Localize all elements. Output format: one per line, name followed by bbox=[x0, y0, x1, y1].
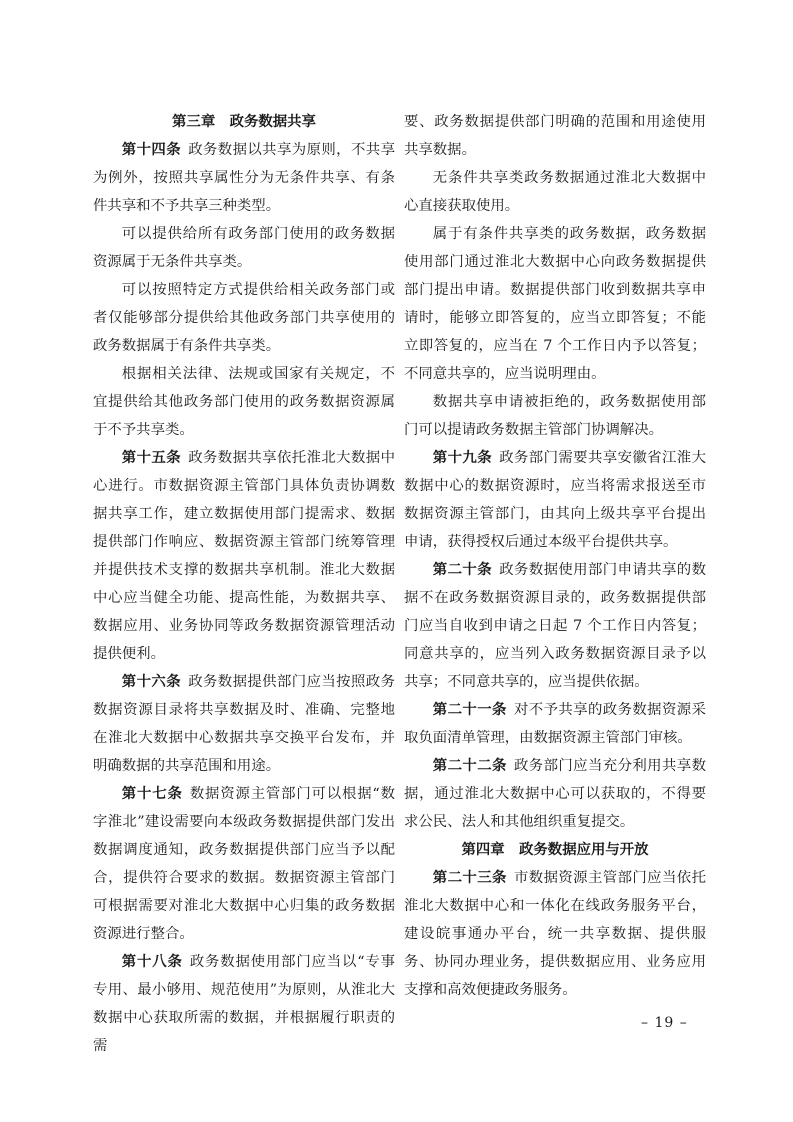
article-21-text: 对不予共享的政务数据资源采取负面清单管理，由数据资源主管部门审核。 bbox=[404, 702, 706, 746]
article-19-label: 第十九条 bbox=[432, 449, 492, 466]
article-22-text: 政务部门应当充分利用共享数据，通过淮北大数据中心可以获取的，不得要求公民、法人和其他组织重复提交。 bbox=[404, 758, 706, 830]
chapter-three-title: 第三章 政务数据共享 bbox=[172, 113, 316, 130]
article-15 bbox=[93, 444, 395, 668]
article-14-label: 第十四条 bbox=[121, 141, 181, 158]
article-18-text: 政务数据使用部门应当以“专事专用、最小够用、规范使用”为原则，从淮北大数据中心获取所需的数据，并根据履行职责的需 bbox=[93, 954, 395, 1054]
article-21 bbox=[404, 696, 706, 752]
article-22-label: 第二十二条 bbox=[432, 757, 507, 774]
article-18 bbox=[93, 948, 395, 1060]
article-17-label: 第十七条 bbox=[121, 785, 183, 802]
right-column bbox=[404, 108, 706, 1004]
article-15-label: 第十五条 bbox=[121, 449, 181, 466]
article-14-text: 政务数据以共享为原则，不共享为例外，按照共享属性分为无条件共享、有条件共享和不予共享三种类型。 bbox=[93, 142, 395, 214]
article-20 bbox=[404, 556, 706, 696]
article-18-paragraph-4: 数据共享申请被拒绝的，政务数据使用部门可以提请政务数据主管部门协调解决。 bbox=[404, 394, 706, 438]
page-number: – 19 – bbox=[641, 1015, 688, 1031]
left-column bbox=[93, 108, 395, 1060]
article-23-text: 市数据资源主管部门应当依托淮北大数据中心和一体化在线政务服务平台，建设皖事通办平台，统一共享数据、提供服务、协同办理业务，提供数据应用、业务应用支撑和高效便捷政务服务。 bbox=[404, 870, 706, 998]
article-14-paragraph-2: 可以提供给所有政务部门使用的政务数据资源属于无条件共享类。 bbox=[93, 226, 395, 270]
article-16 bbox=[93, 668, 395, 780]
article-15-text: 政务数据共享依托淮北大数据中心进行。市数据资源主管部门具体负责协调数据共享工作，建立数据使用部门提需求、数据提供部门作响应、数据资源主管部门统筹管理并提供技术支撑的数据共享机制。淮北大数据中心应当健全功能、提高性能，为数据共享、数据应用、业务协同等政务数据资源管理活动提供便利。 bbox=[93, 450, 395, 662]
article-22 bbox=[404, 752, 706, 836]
article-18-continued: 要、政务数据提供部门明确的范围和用途使用共享数据。 bbox=[404, 114, 706, 158]
article-14-paragraph-3: 可以按照特定方式提供给相关政务部门或者仅能够部分提供给其他政务部门共享使用的政务数据属于有条件共享类。 bbox=[93, 282, 395, 354]
article-18-label: 第十八条 bbox=[121, 953, 183, 970]
chapter-four-title: 第四章 政务数据应用与开放 bbox=[461, 841, 649, 858]
article-18-paragraph-3: 属于有条件共享类的政务数据，政务数据使用部门通过淮北大数据中心向政务数据提供部门提出申请。数据提供部门收到数据共享申请时，能够立即答复的，应当立即答复；不能立即答复的，应当在 7 个工作日内予以答复；不同意共享的，应当说明理由。 bbox=[404, 226, 706, 382]
article-20-label: 第二十条 bbox=[432, 561, 492, 578]
article-17-text: 数据资源主管部门可以根据“数字淮北”建设需要向本级政务数据提供部门发出数据调度通知，政务数据提供部门应当予以配合，提供符合要求的数据。数据资源主管部门可根据需要对淮北大数据中心归集的政务数据资源进行整合。 bbox=[93, 786, 395, 942]
article-17 bbox=[93, 780, 395, 948]
article-18-paragraph-2: 无条件共享类政务数据通过淮北大数据中心直接获取使用。 bbox=[404, 170, 706, 214]
article-23-label: 第二十三条 bbox=[432, 869, 507, 886]
article-14-paragraph-4: 根据相关法律、法规或国家有关规定，不宜提供给其他政务部门使用的政务数据资源属于不予共享类。 bbox=[93, 366, 395, 438]
article-14 bbox=[93, 136, 395, 220]
article-21-label: 第二十一条 bbox=[432, 701, 507, 718]
article-20-text: 政务数据使用部门申请共享的数据不在政务数据资源目录的，政务数据提供部门应当自收到申请之日起 7 个工作日内答复；同意共享的，应当列入政务数据资源目录予以共享；不同意共享的，应当提供依据。 bbox=[404, 562, 706, 690]
article-16-label: 第十六条 bbox=[121, 673, 181, 690]
article-19-text: 政务部门需要共享安徽省江淮大数据中心的数据资源时，应当将需求报送至市数据资源主管部门，由其向上级共享平台提出申请，获得授权后通过本级平台提供共享。 bbox=[404, 450, 706, 550]
article-19 bbox=[404, 444, 706, 556]
article-23 bbox=[404, 864, 706, 1004]
article-16-text: 政务数据提供部门应当按照政务数据资源目录将共享数据及时、准确、完整地在淮北大数据中心数据共享交换平台发布，并明确数据的共享范围和用途。 bbox=[93, 674, 395, 774]
